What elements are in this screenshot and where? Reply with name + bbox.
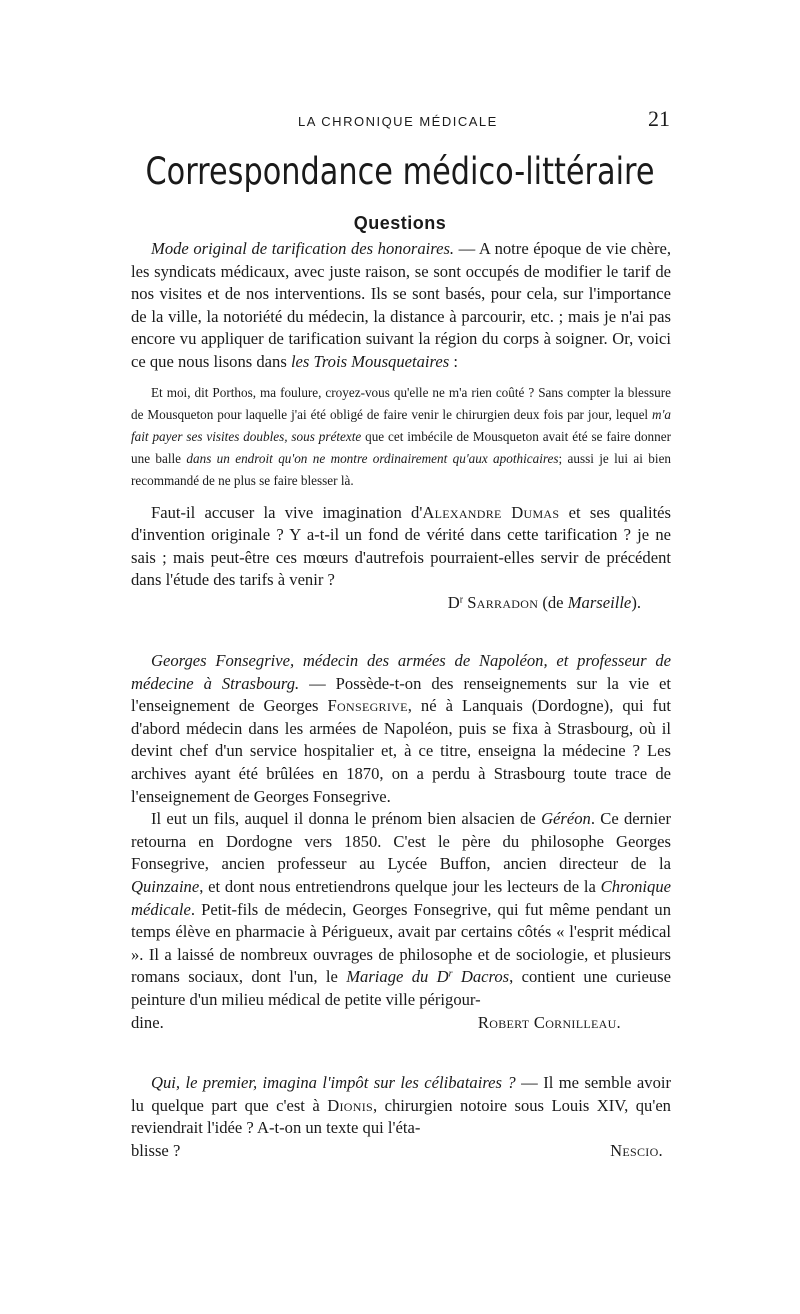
biography-paragraph [131, 808, 671, 1011]
question-paragraph [131, 1072, 671, 1140]
question-paragraph [131, 238, 671, 374]
question-impot [131, 1072, 671, 1162]
question-text-end: : [449, 351, 458, 371]
book-title: les Trois Mousquetaires [290, 351, 450, 371]
author-name: Alexandre Dumas [422, 502, 560, 522]
journal-title: Quinzaine [131, 876, 200, 896]
question-lead: Mode original de tarification des honoraires. [151, 239, 455, 258]
follow-up-text: et ses qualités d'invention originale ? Y a-t-il un fond de vérité dans cette tarification ? je ne sais ; mais peut-être ces mœurs d'autrefois pourraient-elles servir de précédent dans l'étude des tarifs à venir ? [131, 502, 672, 590]
quote-text: que cet imbécile de Mousqueton avait été se faire donner une balle [131, 428, 671, 466]
closing-line [131, 1140, 671, 1163]
follow-up-text: Faut-il accuser la vive imagination d' [151, 502, 423, 522]
signature-text: (de [538, 592, 568, 612]
signature-title: D [447, 592, 460, 612]
signature-city: Marseille [567, 592, 632, 612]
question-fonsegrive [131, 650, 671, 1034]
quote-text: ; aussi je lui ai bien recommandé de ne plus se faire blesser là. [131, 450, 672, 488]
person-name: Fonsegrive [327, 696, 408, 716]
question-text: — Possède-t-on des renseignements sur la vie et l'enseignement de Georges [131, 673, 671, 716]
signature-text: ). [631, 592, 641, 612]
article-title: Correspondance médico-littéraire [145, 150, 655, 193]
page-number: 21 [648, 106, 670, 131]
signature-sup: r [459, 594, 464, 606]
signature-sarradon [131, 592, 671, 615]
quote-italic: m'a fait payer ses visites doubles, sous prétexte [131, 406, 671, 444]
signature-cornilleau: Robert Cornilleau. [477, 1012, 621, 1032]
biography-last-word: dine. [131, 1012, 164, 1032]
novel-title: Mariage du D [346, 967, 449, 987]
quote-text: Et moi, dit Porthos, ma foulure, croyez-vous qu'elle ne m'a rien coûté ? Sans compter la blessure de Mousqueton pour laquelle j'ai été obligé de faire venir le chirurgien deux fois par jour, lequel [131, 384, 671, 422]
biography-text: , contient une curieuse peinture d'un milieu médical de petite ville périgour- [131, 967, 672, 1009]
biography-text: , et dont nous entretiendrons quelque jour les lecteurs de la [199, 876, 601, 896]
signature-name: Sarradon [467, 592, 539, 612]
running-title: LA CHRONIQUE MÉDICALE [298, 114, 498, 129]
novel-title: Dacros [452, 967, 510, 987]
signature-nescio: Nescio. [610, 1140, 663, 1160]
question-text: — Il me semble avoir lu quelque part que c'est à [131, 1073, 672, 1115]
name-italic: Géréon [541, 809, 591, 829]
running-head [130, 106, 670, 136]
question-paragraph [131, 650, 671, 808]
journal-title: Chronique médicale [131, 876, 671, 919]
section-heading: Questions [353, 213, 447, 233]
quote-italic: dans un endroit qu'on ne montre ordinairement qu'aux apothicaires [186, 450, 559, 466]
closing-line [131, 1012, 671, 1035]
novel-title-sup: r [448, 968, 453, 980]
follow-up-paragraph [131, 502, 671, 592]
question-lead: Georges Fonsegrive, médecin des armées de Napoléon, et professeur de médecine à Strasbourg. [131, 651, 671, 693]
question-tarification [131, 238, 671, 615]
biography-text: Il eut un fils, auquel il donna le prénom bien alsacien de [151, 809, 542, 829]
question-text: , chirurgien notoire sous Louis XIV, qu'en reviendrait l'idée ? A-t-on un texte qui l'éta- [131, 1095, 671, 1138]
question-text: — A notre époque de vie chère, les syndicats médicaux, avec juste raison, se sont occupés de modifier le tarif de nos visites et de nos interventions. Ils se sont basés, pour cela, sur l'importance de la ville, la notoriété du médecin, la distance à parcourir, etc. ; mais je n'ai pas encore vu appliquer de tarification suivant la région du corps à soigner. Or, voici ce que nous lisons dans [131, 239, 671, 371]
question-text: , né à Lanquais (Dordogne), qui fut d'abord médecin dans les armées de Napoléon, puis se fixa à Strasbourg, où il devint chef d'un service hospitalier et, à ce titre, enseigna la médecine ? Les archives ayant été brûlées en 1870, on a perdu à Strasbourg toute trace de l'enseignement de Georges Fonsegrive. [131, 696, 671, 806]
question-last-word: blisse ? [131, 1140, 181, 1160]
dumas-quotation [131, 382, 671, 492]
biography-text: . Petit-fils de médecin, Georges Fonsegrive, qui fut même pendant un temps élève en pharmacie à Périgueux, avait par certains côtés « l'esprit médical ». Il a laissé de nombreux ouvrages de philosophe et de sociologie, et plusieurs romans sociaux, dont l'un, le [131, 899, 671, 987]
question-lead: Qui, le premier, imagina l'impôt sur les célibataires ? [151, 1073, 516, 1092]
biography-text: . Ce dernier retourna en Dordogne vers 1850. C'est le père du philosophe Georges Fonsegrive, ancien professeur au Lycée Buffon, ancien directeur de la [131, 809, 671, 874]
person-name: Dionis [327, 1095, 374, 1115]
